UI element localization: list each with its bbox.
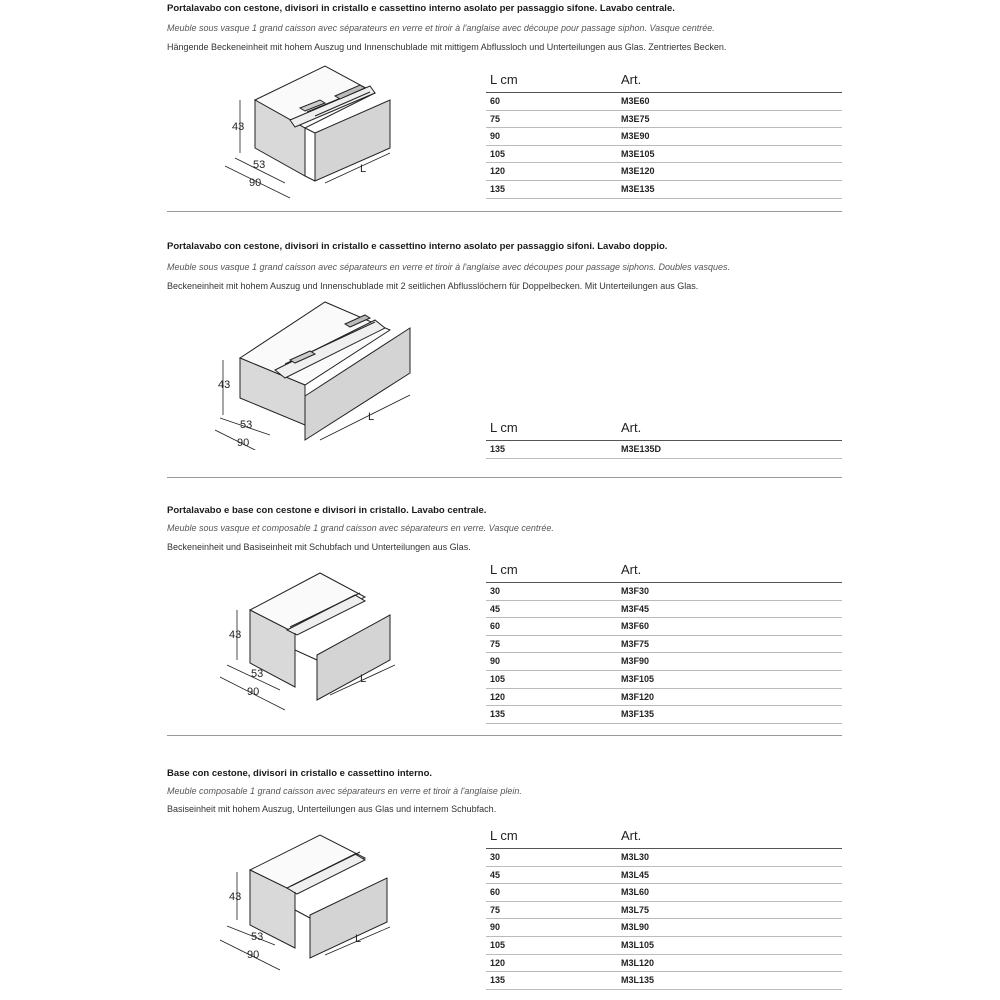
section-description-de: Basiseinheit mit hohem Auszug, Unterteilungen aus Glas und internem Schubfach. [167,804,497,814]
table-row [486,689,842,707]
article-code-cell: M3L45 [621,869,650,880]
section-description-fr: Meuble sous vasque 1 grand caisson avec séparateurs en verre et tiroir à l'anglaise avec découpes pour passage siphons. Doubles vasques. [167,262,731,272]
section-description-fr: Meuble sous vasque et composable 1 grand caisson avec séparateurs en verre. Vasque centrée. [167,523,554,533]
column-header-article: Art. [621,420,642,435]
table-row [486,93,842,111]
depth-dimension-label: 53 [240,419,253,431]
article-code-cell: M3L75 [621,904,650,915]
length-cell: 135 [490,444,506,454]
article-code-cell: M3E75 [621,113,650,124]
depth-dimension-label: 53 [251,931,264,943]
table-row [486,937,842,955]
column-header-length: L cm [490,420,518,435]
height-dimension-label: 43 [232,121,245,133]
length-cell: 90 [490,656,501,667]
article-code-cell: M3F90 [621,656,650,667]
column-header-length: L cm [490,828,518,843]
depth-dimension-label: 53 [251,668,264,680]
section-description-de: Hängende Beckeneinheit mit hohem Auszug und Innenschublade mit mittigem Abflussloch und Unterteilungen aus Glas. Zentriertes Becken. [167,42,727,52]
article-code-cell: M3F105 [621,673,655,684]
column-header-article: Art. [621,828,642,843]
column-header-length: L cm [490,72,518,87]
section-description-de: Beckeneinheit und Basiseinheit mit Schubfach und Unterteilungen aus Glas. [167,542,471,552]
column-header-length: L cm [490,562,518,577]
table-row [486,583,842,601]
article-code-cell: M3L105 [621,939,655,950]
column-header-article: Art. [621,562,642,577]
article-code-cell: M3E135 [621,183,655,194]
cabinet-drawing [215,300,465,450]
length-dimension-label: L [360,673,367,685]
height-dimension-label: 43 [218,379,231,391]
width-dimension-label: 90 [249,177,262,189]
length-dimension-label: L [360,163,367,175]
section-description-de: Beckeneinheit mit hohem Auszug und Innenschublade mit 2 seitlichen Abflusslöchern für Doppelbecken. Mit Unterteilungen aus Glas. [167,281,699,291]
article-code-cell: M3L30 [621,852,650,862]
length-cell: 75 [490,638,501,649]
article-code-cell: M3E105 [621,148,655,159]
cabinet-drawing [215,830,465,980]
table-row [486,955,842,973]
width-dimension-label: 90 [237,437,250,449]
table-row [486,884,842,902]
depth-dimension-label: 53 [253,159,266,171]
article-code-cell: M3F135 [621,709,655,720]
article-code-cell: M3F30 [621,586,650,596]
article-code-cell: M3F60 [621,621,650,632]
section-title: Portalavabo e base con cestone e divisori in cristallo. Lavabo centrale. [167,505,487,516]
length-cell: 135 [490,183,506,194]
article-code-cell: M3E90 [621,131,650,142]
article-code-cell: M3E60 [621,96,650,106]
section-description-fr: Meuble composable 1 grand caisson avec séparateurs en verre et tiroir à l'anglaise plein. [167,786,522,796]
table-row [486,706,842,724]
table-row [486,671,842,689]
length-cell: 45 [490,869,501,880]
table-row [486,618,842,636]
cabinet-drawing [215,58,465,208]
table-row [486,146,842,164]
article-code-cell: M3F45 [621,603,650,614]
article-code-cell: M3F75 [621,638,650,649]
height-dimension-label: 43 [229,891,242,903]
table-row [486,919,842,937]
length-dimension-label: L [355,933,362,945]
table-header [486,826,842,849]
table-header [486,70,842,93]
section-divider [167,735,842,736]
table-row [486,163,842,181]
length-cell: 90 [490,922,501,933]
article-table [486,70,842,199]
article-code-cell: M3L60 [621,887,650,898]
length-cell: 75 [490,113,501,124]
table-row [486,181,842,199]
table-row [486,111,842,129]
length-cell: 105 [490,148,506,159]
section-title: Base con cestone, divisori in cristallo e cassettino interno. [167,768,433,779]
section-divider [167,211,842,212]
column-header-article: Art. [621,72,642,87]
section-title: Portalavabo con cestone, divisori in cristallo e cassettino interno asolato per passaggio sifone. Lavabo centrale. [167,3,675,14]
length-cell: 105 [490,673,506,684]
table-row [486,867,842,885]
article-code-cell: M3L90 [621,922,650,933]
length-dimension-label: L [368,411,375,423]
length-cell: 120 [490,166,506,177]
table-row [486,128,842,146]
table-row [486,972,842,990]
length-cell: 60 [490,96,501,106]
length-cell: 120 [490,691,506,702]
article-table [486,560,842,724]
length-cell: 30 [490,586,501,596]
length-cell: 60 [490,887,501,898]
length-cell: 45 [490,603,501,614]
article-code-cell: M3L120 [621,957,655,968]
table-row [486,653,842,671]
height-dimension-label: 43 [229,629,242,641]
section-title: Portalavabo con cestone, divisori in cristallo e cassettino interno asolato per passaggio sifoni. Lavabo doppio. [167,241,668,252]
width-dimension-label: 90 [247,949,260,961]
cabinet-drawing [215,565,465,715]
length-cell: 135 [490,975,506,986]
article-table [486,826,842,990]
length-cell: 105 [490,939,506,950]
width-dimension-label: 90 [247,686,260,698]
article-code-cell: M3F120 [621,691,655,702]
table-row [486,636,842,654]
length-cell: 75 [490,904,501,915]
table-header [486,418,842,441]
table-row [486,902,842,920]
length-cell: 90 [490,131,501,142]
table-header [486,560,842,583]
article-table [486,418,842,459]
length-cell: 135 [490,709,506,720]
length-cell: 30 [490,852,501,862]
article-code-cell: M3E120 [621,166,655,177]
table-row [486,601,842,619]
section-description-fr: Meuble sous vasque 1 grand caisson avec séparateurs en verre et tiroir à l'anglaise avec découpe pour passage siphon. Vasque centrée. [167,23,715,33]
table-row [486,849,842,867]
article-code-cell: M3L135 [621,975,655,986]
length-cell: 60 [490,621,501,632]
length-cell: 120 [490,957,506,968]
section-divider [167,477,842,478]
table-row [486,441,842,459]
article-code-cell: M3E135D [621,444,662,454]
